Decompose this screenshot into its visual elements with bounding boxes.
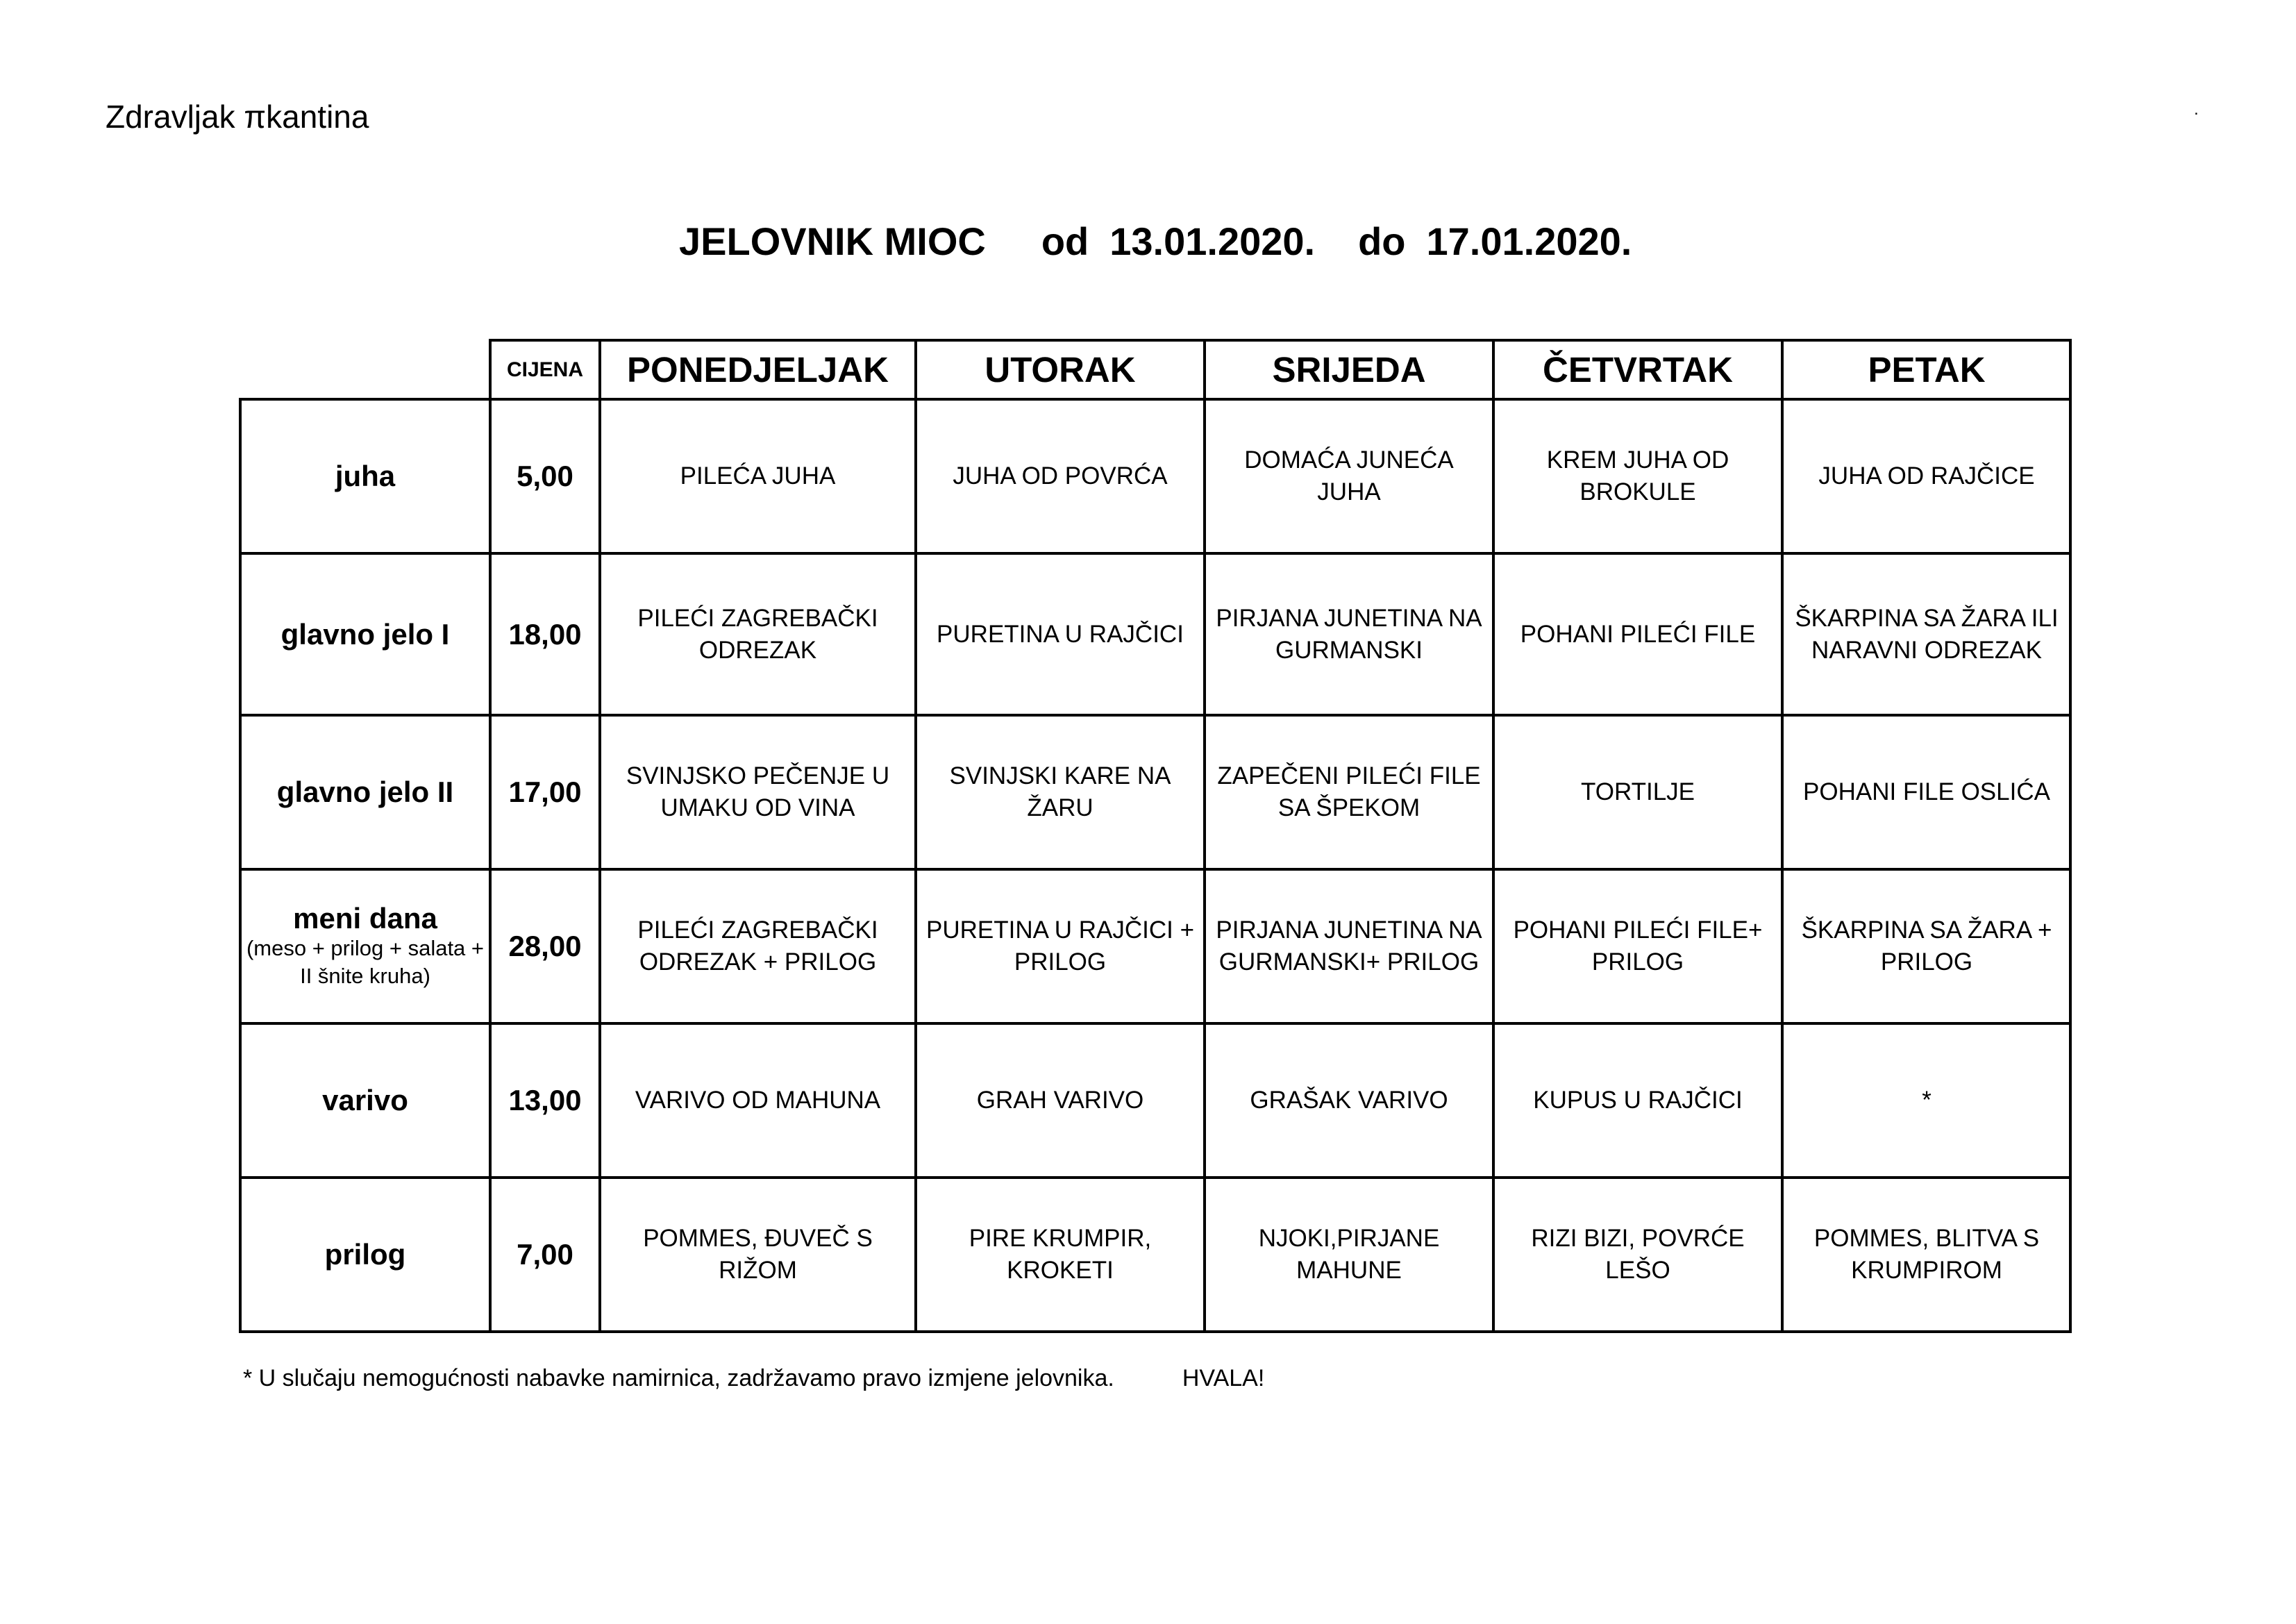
- table-border: [239, 1022, 2072, 1025]
- footnote-text: * U slučaju nemogućnosti nabavke namirnica, zadržavamo pravo izmjene jelovnika.: [243, 1365, 1114, 1391]
- table-border: [239, 552, 2072, 555]
- menu-item-cell: NJOKI,PIRJANE MAHUNE: [1258, 1225, 1440, 1284]
- row-label-text: glavno jelo I: [280, 617, 450, 651]
- menu-item-cell: DOMAĆA JUNEĆA JUHA: [1244, 446, 1454, 505]
- price-column-header: CIJENA: [506, 358, 584, 381]
- document-header-title: Zdravljak πkantina: [106, 99, 369, 135]
- menu-item-cell: SVINJSKI KARE NA ŽARU: [949, 762, 1171, 821]
- menu-title-name: JELOVNIK MIOC: [679, 219, 986, 263]
- menu-item-cell: PILEĆA JUHA: [680, 462, 836, 489]
- menu-item-cell: JUHA OD POVRĆA: [953, 462, 1168, 489]
- row-label-glavno-jelo-1: [240, 553, 490, 715]
- menu-item-cell: VARIVO OD MAHUNA: [635, 1087, 881, 1114]
- day-header-monday: PONEDJELJAK: [627, 349, 889, 390]
- table-border: [598, 339, 601, 1333]
- table-border: [239, 868, 2072, 871]
- row-label-varivo: [240, 1023, 490, 1178]
- price-cell: 7,00: [517, 1238, 573, 1271]
- day-header-thursday: ČETVRTAK: [1543, 349, 1733, 390]
- menu-item-cell: POHANI PILEĆI FILE: [1520, 620, 1756, 648]
- menu-item-cell: POHANI PILEĆI FILE+ PRILOG: [1513, 916, 1763, 976]
- row-label-glavno-jelo-2: [240, 715, 490, 869]
- menu-item-cell: PURETINA U RAJČICI + PRILOG: [925, 916, 1195, 976]
- menu-item-cell: SVINJSKO PEČENJE U UMAKU OD VINA: [626, 762, 890, 821]
- row-label-text: glavno jelo II: [276, 776, 454, 808]
- row-label-prilog: [240, 1178, 490, 1332]
- row-label-text: juha: [335, 460, 396, 492]
- menu-item-cell: GRAŠAK VARIVO: [1250, 1087, 1448, 1114]
- table-border: [239, 398, 242, 1333]
- menu-item-cell: ZAPEČENI PILEĆI FILE SA ŠPEKOM: [1217, 762, 1481, 821]
- day-header-tuesday: UTORAK: [984, 349, 1136, 390]
- table-border: [239, 714, 2072, 717]
- table-border: [489, 339, 2072, 342]
- table-border: [1781, 339, 1784, 1333]
- table-border: [2069, 339, 2072, 1333]
- day-header-friday: PETAK: [1868, 349, 1986, 390]
- menu-item-cell: PILEĆI ZAGREBAČKI ODREZAK + PRILOG: [637, 916, 878, 976]
- price-cell: 17,00: [508, 776, 582, 808]
- menu-title: [679, 217, 1632, 267]
- row-sublabel-text: (meso + prilog + salata + II šnite kruha): [246, 936, 485, 988]
- day-header-wednesday: SRIJEDA: [1272, 349, 1426, 390]
- row-label-text: prilog: [324, 1238, 406, 1271]
- table-border: [489, 339, 492, 1333]
- row-label-text: varivo: [322, 1084, 408, 1116]
- row-label-meni-dana: [240, 869, 490, 1023]
- menu-from-label: od: [1041, 219, 1089, 263]
- row-label-text: meni dana: [293, 902, 437, 935]
- menu-item-cell: ŠKARPINA SA ŽARA ILI NARAVNI ODREZAK: [1795, 604, 2059, 664]
- menu-item-cell: PILEĆI ZAGREBAČKI ODREZAK: [637, 604, 878, 664]
- menu-item-cell: PIRE KRUMPIR, KROKETI: [969, 1225, 1152, 1284]
- menu-item-cell: TORTILJE: [1580, 778, 1695, 805]
- menu-item-cell: *: [1922, 1087, 1932, 1114]
- table-border: [914, 339, 917, 1333]
- menu-item-cell: POMMES, BLITVA S KRUMPIROM: [1813, 1225, 2040, 1284]
- row-label-juha: [240, 399, 490, 553]
- corner-mark: .: [2194, 100, 2199, 119]
- menu-item-cell: PURETINA U RAJČICI: [937, 620, 1184, 648]
- price-cell: 13,00: [508, 1084, 582, 1116]
- menu-item-cell: JUHA OD RAJČICE: [1818, 462, 2035, 489]
- menu-to-label: do: [1358, 219, 1406, 263]
- table-border: [239, 1330, 2072, 1333]
- menu-to-date: 17.01.2020.: [1426, 219, 1632, 263]
- table-border: [239, 1176, 2072, 1179]
- menu-item-cell: KREM JUHA OD BROKULE: [1546, 446, 1729, 505]
- menu-item-cell: RIZI BIZI, POVRĆE LEŠO: [1531, 1225, 1745, 1284]
- price-cell: 5,00: [517, 460, 573, 492]
- menu-item-cell: POHANI FILE OSLIĆA: [1803, 778, 2050, 805]
- menu-item-cell: PIRJANA JUNETINA NA GURMANSKI: [1216, 604, 1482, 664]
- table-border: [1203, 339, 1206, 1333]
- footnote: [243, 1362, 1264, 1394]
- price-cell: 18,00: [508, 617, 582, 651]
- menu-item-cell: KUPUS U RAJČICI: [1533, 1087, 1743, 1114]
- menu-from-date: 13.01.2020.: [1109, 219, 1316, 263]
- table-border: [1492, 339, 1495, 1333]
- menu-item-cell: GRAH VARIVO: [976, 1087, 1144, 1114]
- thanks-text: HVALA!: [1182, 1365, 1265, 1391]
- table-border: [239, 398, 2072, 401]
- menu-item-cell: ŠKARPINA SA ŽARA + PRILOG: [1801, 916, 2052, 976]
- menu-item-cell: POMMES, ĐUVEČ S RIŽOM: [643, 1225, 873, 1284]
- price-cell: 28,00: [508, 930, 582, 962]
- menu-item-cell: PIRJANA JUNETINA NA GURMANSKI+ PRILOG: [1216, 916, 1482, 976]
